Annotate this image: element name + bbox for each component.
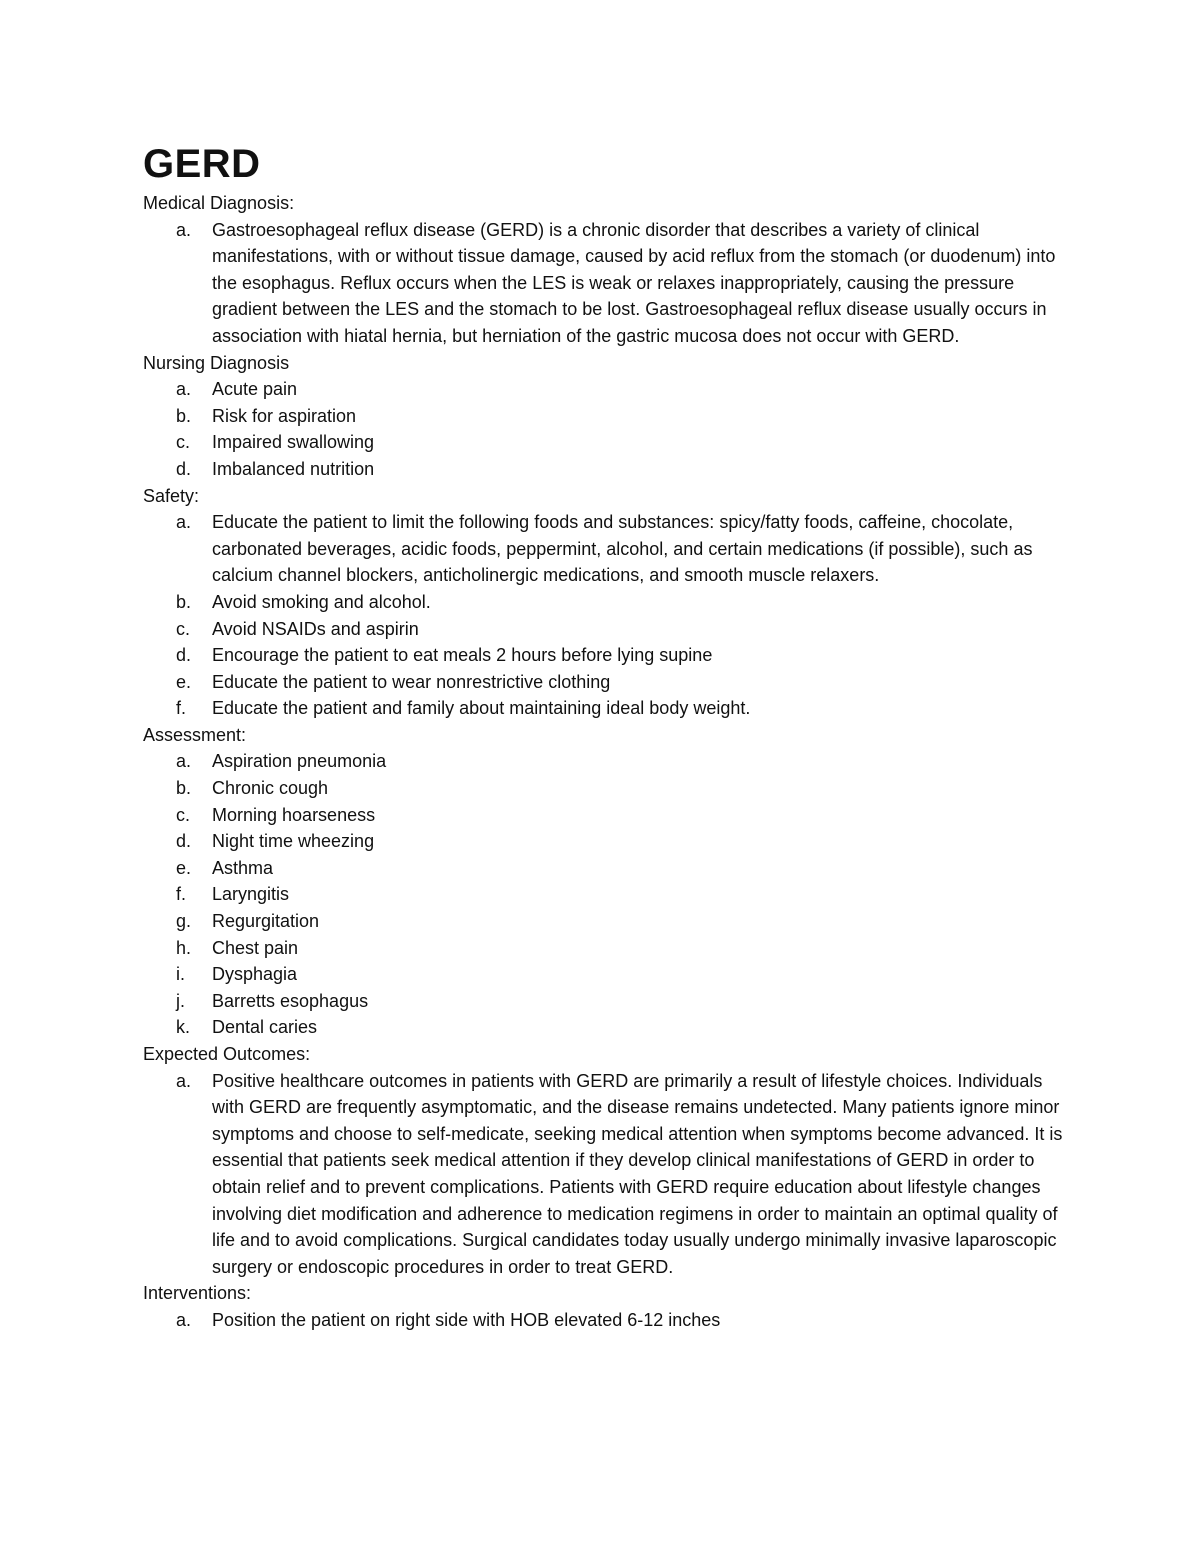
list-item-text: Morning hoarseness [212, 804, 376, 825]
list-item [143, 775, 1068, 802]
list-item-text: Educate the patient to wear nonrestrictive clothing [212, 671, 611, 692]
list-item [143, 589, 1068, 616]
list-item [143, 1014, 1068, 1041]
document-title: GERD [143, 142, 261, 186]
list-item-marker: d. [176, 458, 192, 479]
list-item-text: Chronic cough [212, 778, 329, 799]
list-item [143, 456, 1068, 483]
section-heading: Nursing Diagnosis [143, 352, 290, 373]
list-item-marker: a. [176, 1070, 192, 1091]
list-item-marker: e. [176, 857, 192, 878]
document-body [143, 190, 1068, 1334]
list-item-text: Laryngitis [212, 884, 290, 905]
list-item-text: Acute pain [212, 379, 298, 400]
list-item [143, 855, 1068, 882]
list-item-text: Position the patient on right side with HOB elevated 6-12 inches [212, 1309, 721, 1330]
list-item-text: Chest pain [212, 937, 299, 958]
list-item-marker: b. [176, 405, 192, 426]
list-item [143, 1307, 1068, 1334]
section-list [143, 509, 1068, 722]
list-item-text: Barretts esophagus [212, 990, 369, 1011]
list-item-marker: a. [176, 379, 192, 400]
list-item-marker: d. [176, 645, 192, 666]
list-item-marker: c. [176, 432, 191, 453]
section-list [143, 748, 1068, 1041]
list-item [143, 961, 1068, 988]
list-item-marker: b. [176, 591, 192, 612]
list-item [143, 403, 1068, 430]
list-item-marker: i. [176, 964, 185, 985]
list-item-marker: h. [176, 937, 192, 958]
section-list [143, 376, 1068, 482]
list-item [143, 988, 1068, 1015]
list-item-marker: a. [176, 751, 192, 772]
list-item-marker: a. [176, 1309, 192, 1330]
list-item [143, 1068, 1068, 1281]
section-list [143, 1307, 1068, 1334]
list-item-text: Dental caries [212, 1017, 318, 1038]
list-item-marker: b. [176, 778, 192, 799]
section-heading: Medical Diagnosis: [143, 193, 295, 213]
list-item-text: Educate the patient to limit the following foods and substances: spicy/fatty foods, caffeine, chocolate, carbonated beverages, acidic foods, peppermint, alcohol, and certain medications (if possible), such as calcium channel blockers, anticholinergic medications, and smooth muscle relaxers. [212, 512, 1033, 586]
list-item-text: Asthma [212, 857, 274, 878]
list-item-text: Dysphagia [212, 964, 298, 985]
list-item-text: Educate the patient and family about maintaining ideal body weight. [212, 698, 751, 719]
list-item-text: Avoid NSAIDs and aspirin [212, 618, 419, 639]
list-item-marker: d. [176, 831, 192, 852]
list-item-text: Night time wheezing [212, 831, 375, 852]
section-list [143, 1068, 1068, 1281]
section-heading: Expected Outcomes: [143, 1044, 311, 1064]
list-item-marker: c. [176, 618, 191, 639]
list-item-marker: e. [176, 671, 192, 692]
list-item [143, 376, 1068, 403]
list-item-text: Regurgitation [212, 911, 320, 932]
section-list [143, 217, 1068, 350]
list-item-text: Encourage the patient to eat meals 2 hours before lying supine [212, 645, 713, 666]
list-item-marker: f. [176, 884, 187, 905]
list-item [143, 616, 1068, 643]
list-item-text: Impaired swallowing [212, 432, 375, 453]
list-item-marker: k. [176, 1017, 191, 1038]
list-item-text: Positive healthcare outcomes in patients with GERD are primarily a result of lifestyle choices. Individuals with GERD are frequently asymptomatic, and the disease remains undetected. Many patients ignore minor symptoms and choose to self-medicate, seeking medical attention when symptoms become advanced. It is essential that patients seek medical attention if they develop clinical manifestations of GERD in order to obtain relief and to prevent complications. Patients with GERD require education about lifestyle changes involving diet modification and adherence to medication regimens in order to maintain an optimal quality of life and to avoid complications. Surgical candidates today usually undergo minimally invasive laparoscopic surgery or endoscopic procedures in order to treat GERD. [212, 1070, 1063, 1277]
list-item [143, 642, 1068, 669]
section-heading: Safety: [143, 485, 200, 506]
section-heading: Assessment: [143, 724, 247, 745]
list-item-text: Risk for aspiration [212, 405, 357, 426]
list-item [143, 828, 1068, 855]
list-item-marker: f. [176, 698, 187, 719]
list-item [143, 802, 1068, 829]
list-item [143, 748, 1068, 775]
list-item-marker: a. [176, 512, 192, 533]
list-item [143, 217, 1068, 350]
list-item-marker: g. [176, 911, 192, 932]
list-item [143, 429, 1068, 456]
list-item-text: Avoid smoking and alcohol. [212, 591, 431, 612]
list-item-marker: c. [176, 804, 191, 825]
list-item-text: Aspiration pneumonia [212, 751, 387, 772]
list-item-marker: j. [176, 990, 185, 1011]
list-item [143, 695, 1068, 722]
list-item [143, 509, 1068, 589]
list-item-text: Imbalanced nutrition [212, 458, 375, 479]
list-item [143, 669, 1068, 696]
list-item-marker: a. [176, 219, 192, 240]
list-item [143, 935, 1068, 962]
section-heading: Interventions: [143, 1283, 252, 1304]
list-item [143, 908, 1068, 935]
list-item-text: Gastroesophageal reflux disease (GERD) is a chronic disorder that describes a variety of clinical manifestations, with or without tissue damage, caused by acid reflux from the stomach (or duodenum) into the esophagus. Reflux occurs when the LES is weak or relaxes inappropriately, causing the pressure gradient between the LES and the stomach to be lost. Gastroesophageal reflux disease usually occurs in association with hiatal hernia, but herniation of the gastric mucosa does not occur with GERD. [212, 219, 1056, 346]
list-item [143, 881, 1068, 908]
